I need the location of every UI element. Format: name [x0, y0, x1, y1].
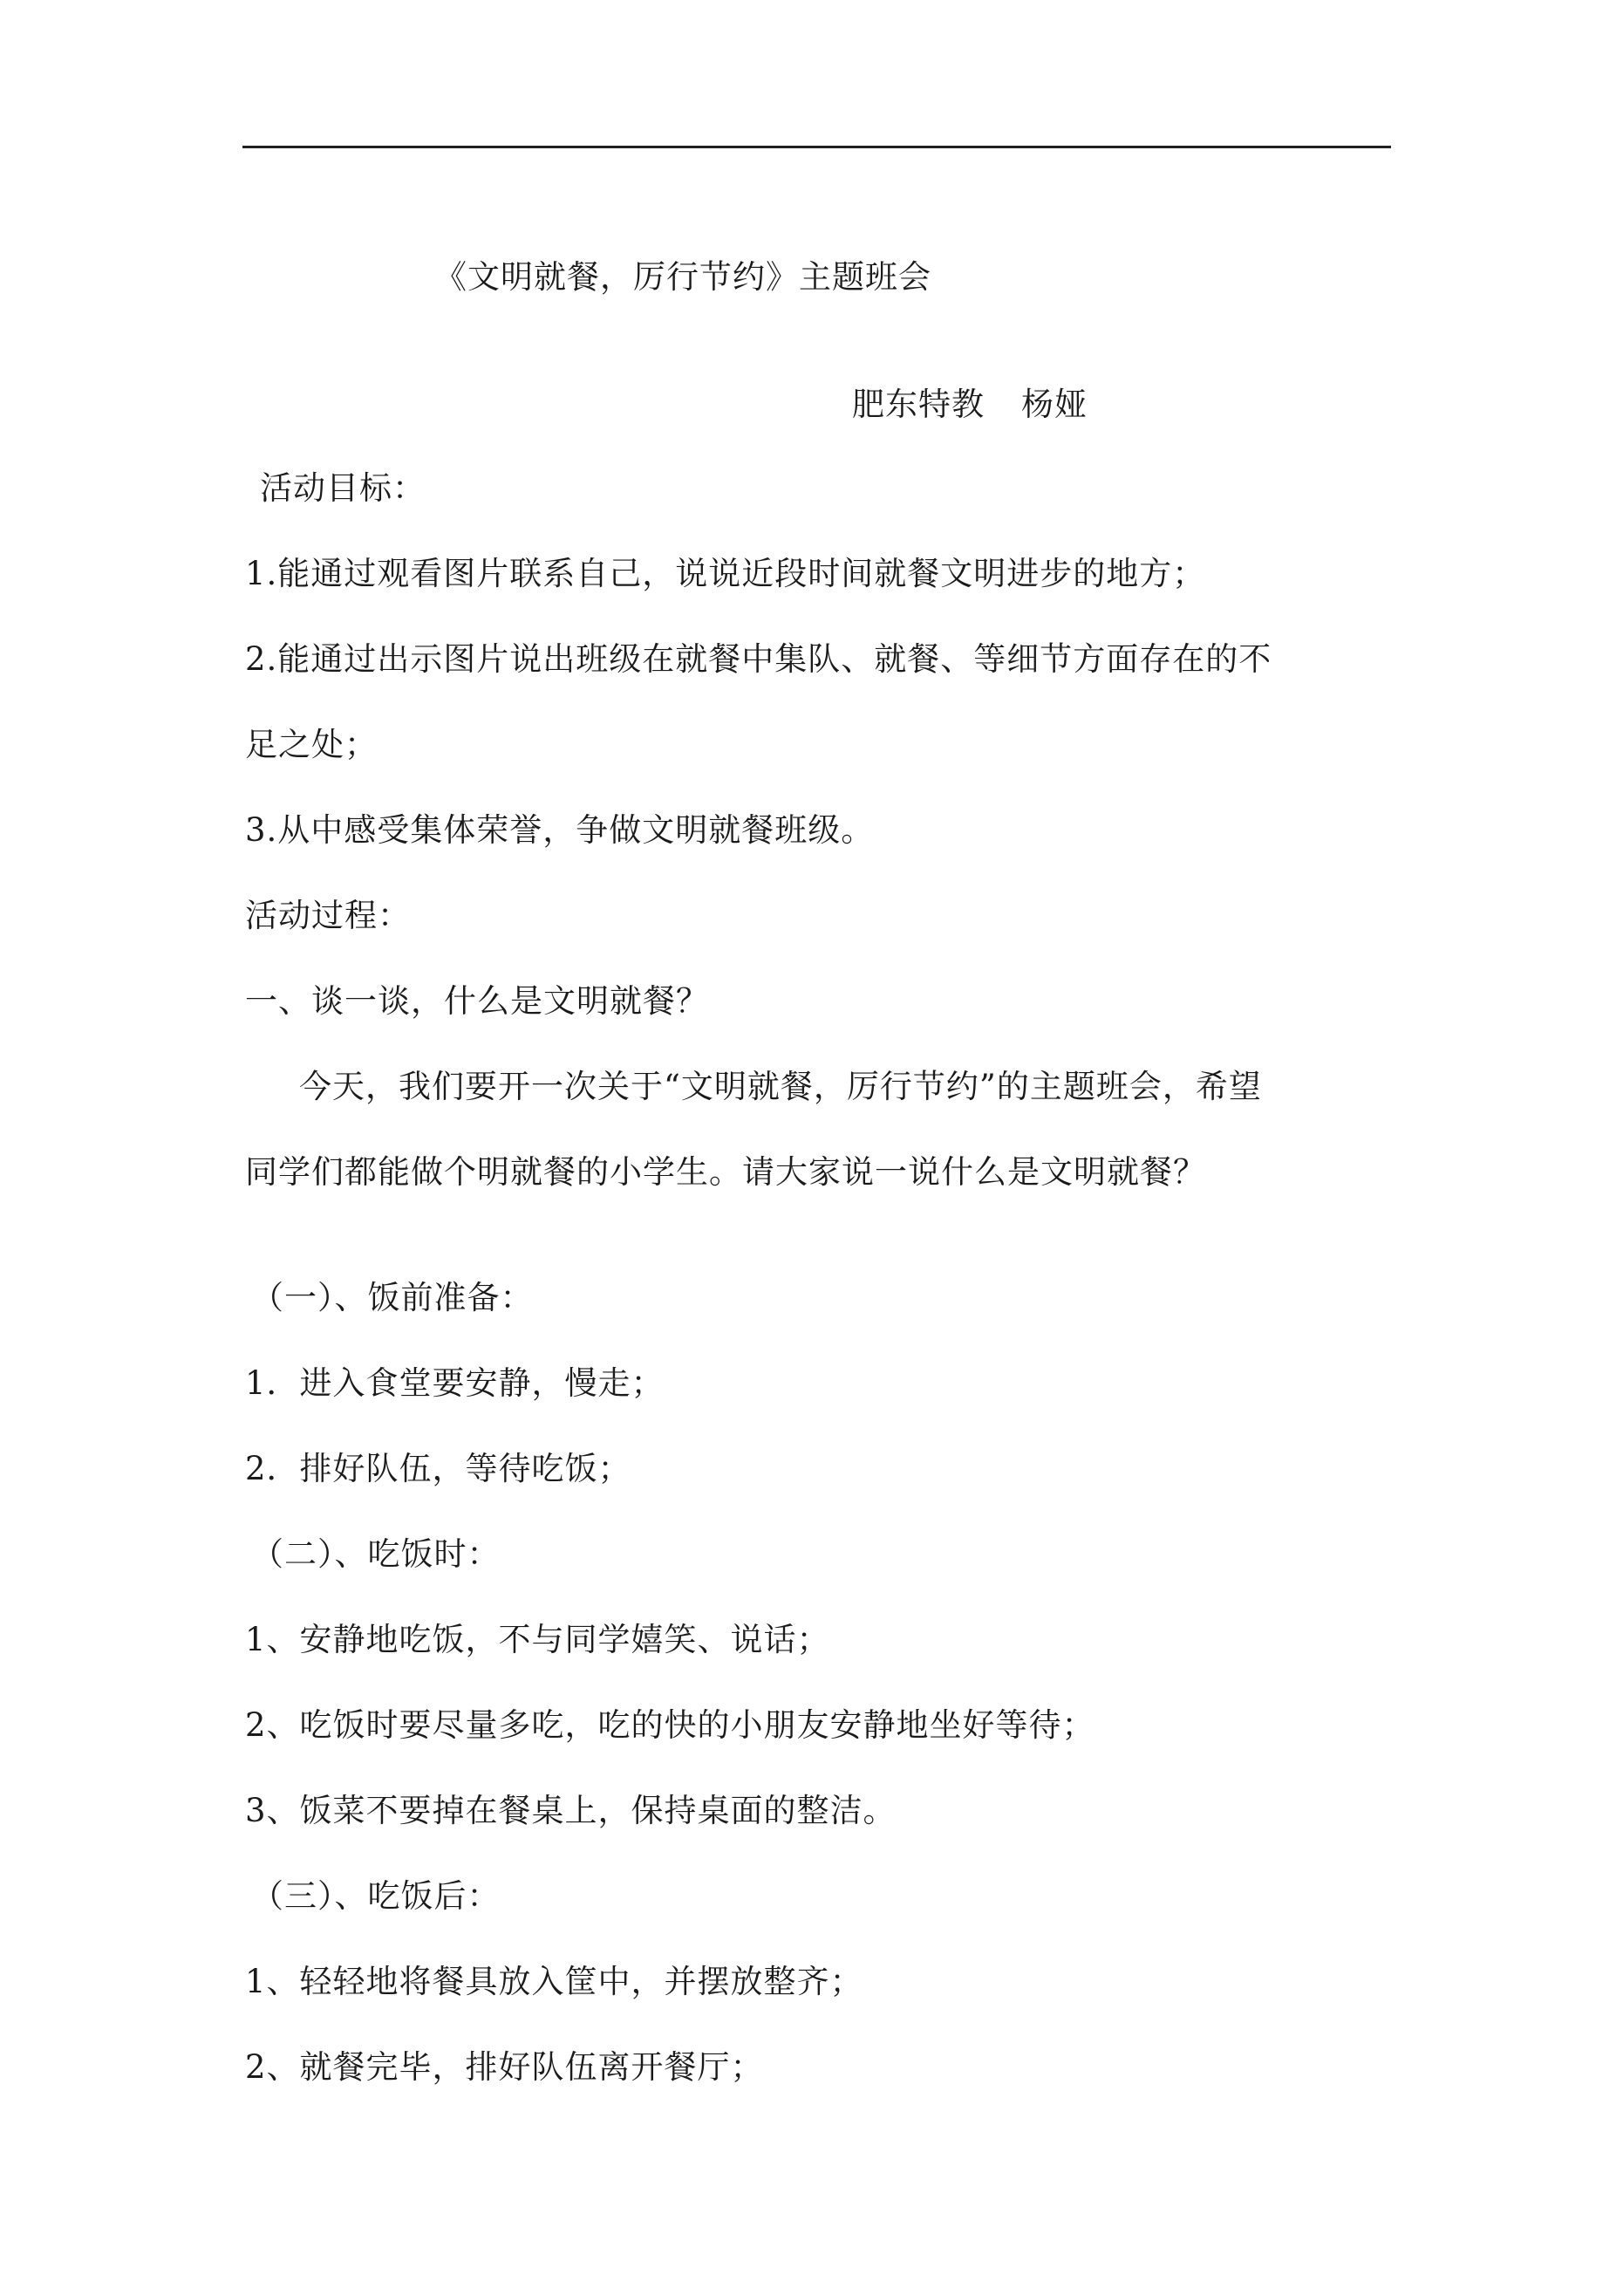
subsection-heading-during-meal: （二）、吃饭时： [251, 1535, 501, 1573]
author-organization: 肥东特教 [852, 386, 985, 423]
goal-item-continuation: 足之处； [245, 726, 378, 763]
paragraph-line: 同学们都能做个明就餐的小学生。请大家说一说什么是文明就餐？ [245, 1153, 1206, 1191]
goal-item: 3.从中感受集体荣誉，争做文明就餐班级。 [245, 811, 875, 849]
list-item: 3、饭菜不要掉在餐桌上，保持桌面的整洁。 [245, 1792, 897, 1829]
list-item: 2、吃饭时要尽量多吃，吃的快的小朋友安静地坐好等待； [245, 1706, 1095, 1744]
goal-item: 1.能通过观看图片联系自己，说说近段时间就餐文明进步的地方； [245, 555, 1206, 592]
document-title: 《文明就餐，厉行节约》主题班会 [434, 258, 931, 296]
paragraph-line: 今天，我们要开一次关于“文明就餐，厉行节约”的主题班会，希望 [299, 1068, 1262, 1105]
list-item: 1、轻轻地将餐具放入筐中，并摆放整齐； [245, 1963, 863, 2000]
process-heading: 活动过程： [245, 897, 411, 934]
author-name: 杨娅 [1021, 386, 1088, 423]
subsection-heading-after-meal: （三）、吃饭后： [251, 1877, 501, 1915]
list-item: 1、安静地吃饭，不与同学嬉笑、说话； [245, 1621, 830, 1658]
author-line [852, 386, 1088, 424]
list-item: 2、就餐完毕，排好队伍离开餐厅； [245, 2048, 764, 2086]
goals-heading: 活动目标： [260, 469, 426, 507]
goal-item: 2.能通过出示图片说出班级在就餐中集队、就餐、等细节方面存在的不 [245, 640, 1272, 678]
header-rule [242, 146, 1391, 148]
section-heading: 一、谈一谈，什么是文明就餐？ [245, 982, 709, 1020]
list-item: 1．进入食堂要安静，慢走； [245, 1364, 665, 1402]
list-item: 2．排好队伍，等待吃饭； [245, 1450, 631, 1487]
subsection-heading-before-meal: （一）、饭前准备： [251, 1279, 534, 1316]
